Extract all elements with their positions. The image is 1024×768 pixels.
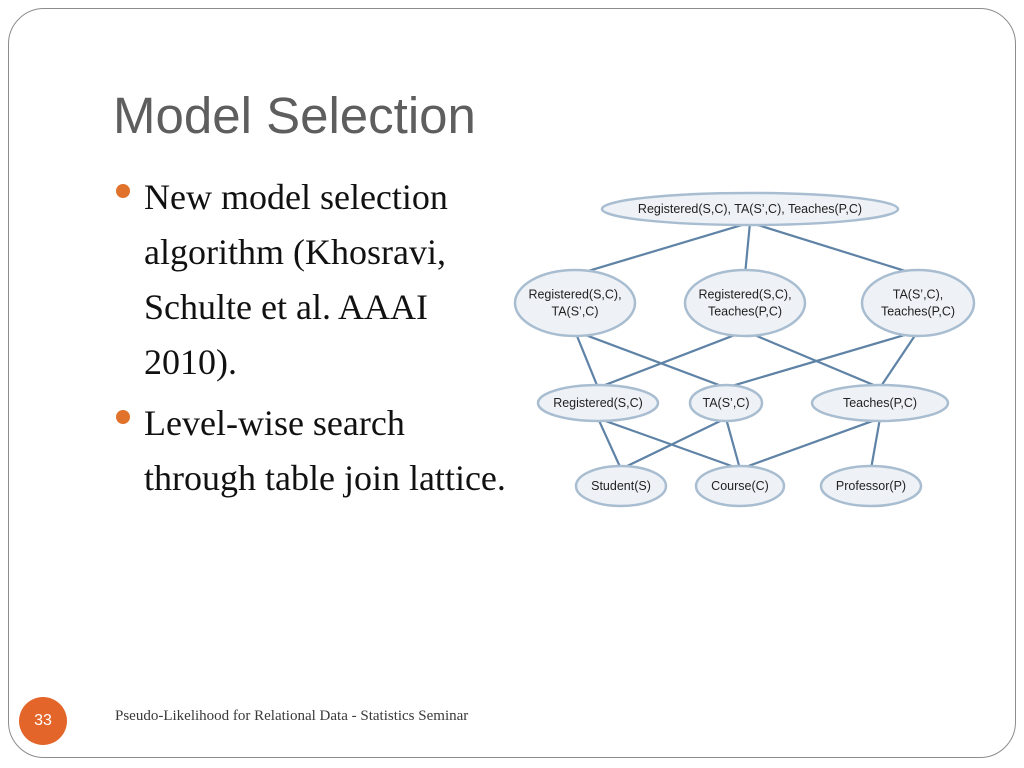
lattice-edge [598,331,745,388]
lattice-node-label: Student(S) [591,479,651,493]
join-lattice-diagram [505,183,985,523]
slide-title: Model Selection [113,87,476,144]
lattice-node-label: Teaches(P,C) [707,304,783,319]
lattice-node-label: Teaches(P,C) [842,396,918,410]
lattice-node-label: Teaches(P,C) [880,304,956,319]
bullet-icon [116,410,130,424]
lattice-edge [621,418,726,469]
lattice-node-professor [821,466,921,506]
lattice-edge [575,223,750,275]
lattice-node-label: Registered(S,C), [528,287,622,302]
lattice-node-label: TA(S’,C) [551,304,599,319]
bullet-text: Level-wise search through table join lattice. [144,403,506,498]
page-number-badge: 33 [19,697,67,745]
lattice-edge [726,418,740,469]
lattice-node-label: Registered(S,C), [698,287,792,302]
lattice-edge [598,418,740,469]
lattice-node-ta [690,385,762,421]
lattice-node-label: Registered(S,C), TA(S’,C), Teaches(P,C) [637,202,863,216]
lattice-edge [745,223,750,275]
bullet-item [116,170,506,390]
lattice-node-reg-teach [685,270,805,336]
lattice-node-label: TA(S’,C), [892,287,944,302]
lattice-node-reg-ta [515,270,635,336]
lattice-edge [575,331,726,388]
lattice-node-ta-teach [862,270,974,336]
lattice-edge [871,418,880,469]
footer-text: Pseudo-Likelihood for Relational Data - Statistics Seminar [115,708,469,724]
bullet-text: New model selection algorithm (Khosravi, Schulte et al. AAAI 2010). [144,177,448,382]
bullet-icon [116,184,130,198]
lattice-edge [740,418,880,469]
lattice-node-course [696,466,784,506]
lattice-node-label: TA(S’,C) [702,396,750,410]
lattice-edge [745,331,880,388]
lattice-node-registered [538,385,658,421]
lattice-edge [726,331,918,388]
lattice-node-top [602,193,898,225]
lattice-node-ellipse [685,270,805,336]
lattice-node-teaches [812,385,948,421]
lattice-node-label: Course(C) [711,479,769,493]
lattice-node-ellipse [862,270,974,336]
bullet-list [116,170,506,512]
lattice-node-student [576,466,666,506]
lattice-node-ellipse [515,270,635,336]
bullet-item [116,396,506,506]
lattice-edge [750,223,918,275]
lattice-node-label: Registered(S,C) [553,396,643,410]
lattice-node-label: Professor(P) [835,479,907,493]
